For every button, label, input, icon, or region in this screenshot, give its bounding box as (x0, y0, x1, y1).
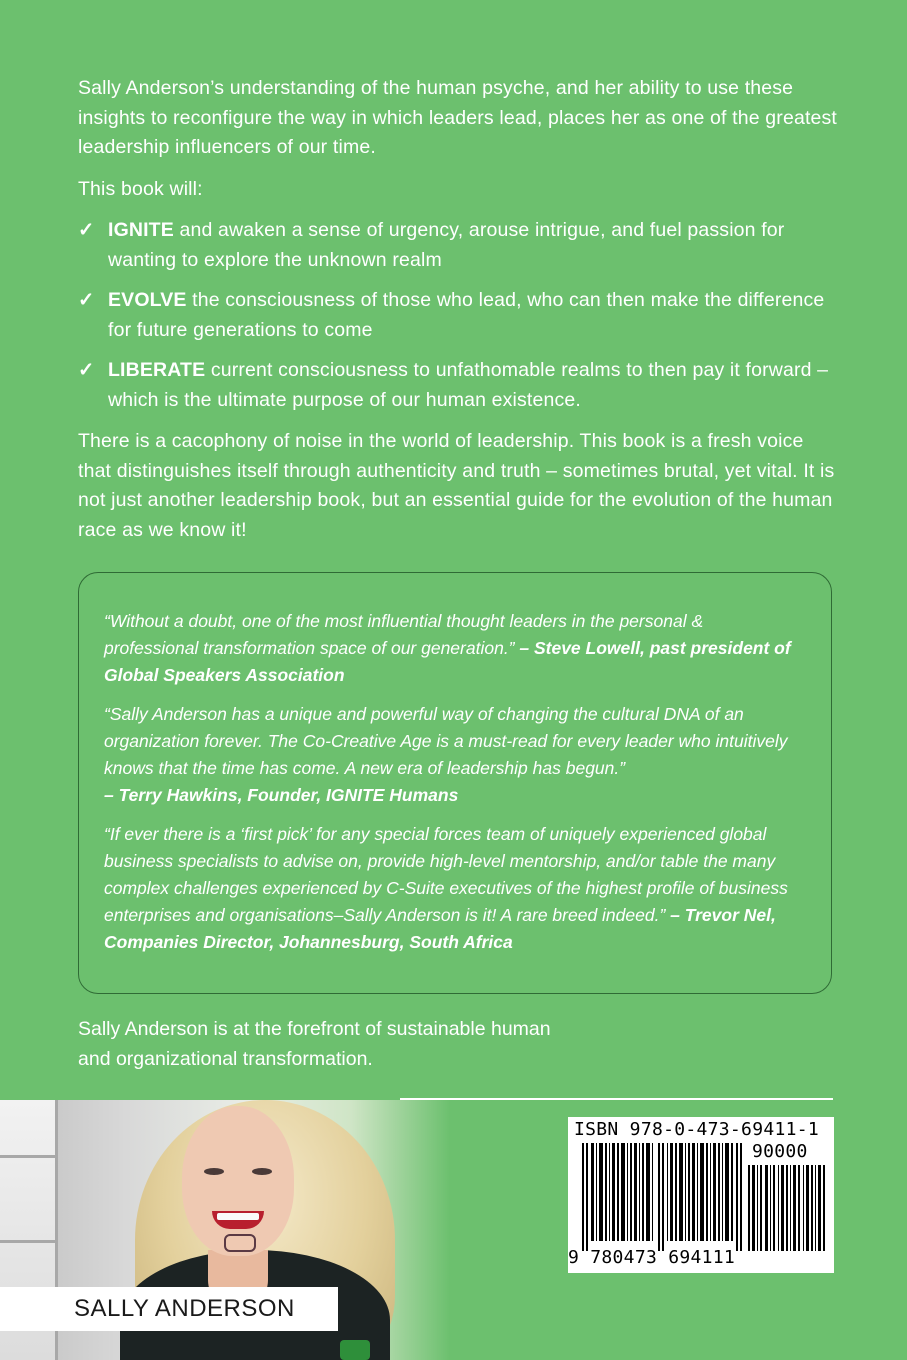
testimonial (104, 821, 801, 956)
checkmark-icon: ✓ (78, 359, 95, 381)
chin-moko-tattoo (224, 1234, 256, 1252)
addon-barcode-bars (748, 1165, 828, 1251)
benefit-text: and awaken a sense of urgency, arouse intrigue, and fuel passion for wanting to explore the unknown realm (108, 219, 785, 271)
benefit-item-evolve (78, 286, 838, 345)
back-cover-copy (78, 74, 838, 557)
testimonial-quote: “If ever there is a ‘first pick’ for any special forces team of uniquely experienced global business specialists to advise on, provide high-level mentorship, and/or table the many complex challenges experienced by C-Suite executives of the highest profile of business enterprises and organisations–Sally Anderson is it! A rare breed indeed.” (104, 824, 788, 925)
divider (400, 1098, 833, 1100)
benefit-list (78, 216, 838, 415)
author-smile (212, 1211, 264, 1229)
intro-paragraph: Sally Anderson’s understanding of the human psyche, and her ability to use these insights to reconfigure the way in which leaders lead, places her as one of the greatest leadership influencers of our time. (78, 77, 837, 158)
checkmark-icon: ✓ (78, 219, 95, 241)
barcode-digits: 9 780473 694111 (568, 1247, 736, 1268)
testimonial (104, 608, 801, 689)
testimonial-quote: “Sally Anderson has a unique and powerful way of changing the cultural DNA of an organization forever. The Co-Creative Age is a must-read for every leader who intuitively knows that the time has come. A new era of leadership has begun.” (104, 704, 788, 778)
testimonial-attribution: – Steve Lowell, past president of Global Speakers Association (104, 638, 791, 685)
benefit-item-liberate (78, 356, 838, 415)
testimonial-attribution: – Trevor Nel, Companies Director, Johannesburg, South Africa (104, 905, 776, 952)
benefit-keyword: IGNITE (108, 219, 174, 241)
isbn-barcode (568, 1117, 834, 1273)
testimonial-attribution: – Terry Hawkins, Founder, IGNITE Humans (104, 785, 459, 805)
closing-statement: Sally Anderson is at the forefront of sustainable human and organizational transformation. (78, 1018, 551, 1070)
benefit-keyword: LIBERATE (108, 359, 206, 381)
barcode-addon-digits: 90000 (752, 1141, 808, 1162)
author-name-label: SALLY ANDERSON (0, 1287, 338, 1331)
benefit-text: current consciousness to unfathomable realms to then pay it forward – which is the ultimate purpose of our human existence. (108, 359, 829, 411)
testimonial-quote: “Without a doubt, one of the most influential thought leaders in the personal & professional transformation space of our generation.” (104, 611, 704, 658)
benefit-text: the consciousness of those who lead, who can then make the difference for future generations to come (108, 289, 825, 341)
isbn-label: ISBN 978-0-473-69411-1 (574, 1119, 820, 1140)
checkmark-icon: ✓ (78, 289, 95, 311)
ean-barcode-bars (582, 1143, 742, 1251)
intro-lead-in: This book will: (78, 177, 203, 200)
benefit-item-ignite (78, 216, 838, 275)
author-face (182, 1106, 294, 1256)
testimonial (104, 701, 801, 809)
green-brooch (340, 1340, 370, 1360)
testimonials-box (78, 572, 832, 994)
benefit-keyword: EVOLVE (108, 289, 187, 311)
summary-paragraph: There is a cacophony of noise in the world of leadership. This book is a fresh voice that distinguishes itself through authenticity and truth – sometimes brutal, yet vital. It is not just another leadership book, but an essential guide for the evolution of the human race as we know it! (78, 430, 835, 541)
